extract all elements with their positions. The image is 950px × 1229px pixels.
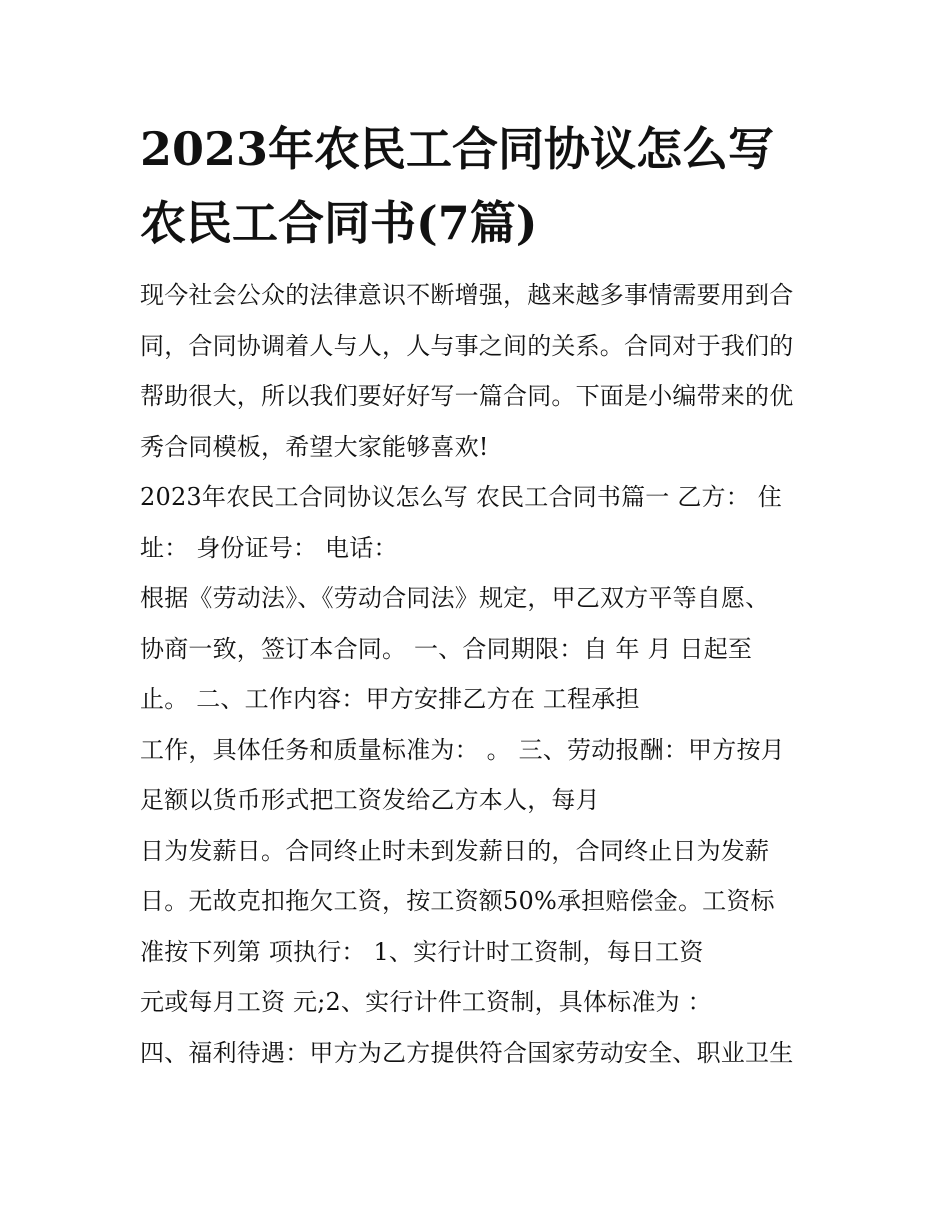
body-line: 四、福利待遇：甲方为乙方提供符合国家劳动安全、职业卫生 <box>140 1038 794 1067</box>
body-line: 准按下列第 项执行： 1、实行计时工资制，每日工资 <box>140 937 704 966</box>
body-line: 止。 二、工作内容：甲方安排乙方在 工程承担 <box>140 685 640 713</box>
body-line: 根据《劳动法》、《劳动合同法》规定，甲乙双方平等自愿、 <box>140 584 770 612</box>
body-line: 2023年农民工合同协议怎么写 农民工合同书篇一 乙方： 住 <box>140 483 782 511</box>
document-page <box>140 112 820 1078</box>
body-line: 工作，具体任务和质量标准为： 。 三、劳动报酬：甲方按月 <box>140 735 785 764</box>
body-line: 足额以货币形式把工资发给乙方本人，每月 <box>140 786 600 814</box>
body-line: 帮助很大，所以我们要好好写一篇合同。下面是小编带来的优 <box>140 382 794 410</box>
body-line: 同，合同协调着人与人，人与事之间的关系。合同对于我们的 <box>140 331 794 360</box>
body-line: 日。无故克扣拖欠工资，按工资额50%承担赔偿金。工资标 <box>140 887 775 915</box>
document-body <box>140 270 820 1078</box>
document-title <box>140 112 820 260</box>
body-line: 址： 身份证号： 电话： <box>140 533 398 562</box>
title-line-1: 2023年农民工合同协议怎么写 <box>140 122 775 176</box>
body-line: 日为发薪日。合同终止时未到发薪日的，合同终止日为发薪 <box>140 836 770 865</box>
body-line: 秀合同模板，希望大家能够喜欢! <box>140 432 489 461</box>
body-line: 元或每月工资 元;2、实行计件工资制，具体标准为 ： <box>140 988 712 1016</box>
title-line-2: 农民工合同书(7篇) <box>140 196 538 250</box>
body-line: 协商一致，签订本合同。 一、合同期限：自 年 月 日起至 <box>140 634 753 663</box>
body-line: 现今社会公众的法律意识不断增强，越来越多事情需要用到合 <box>140 281 794 309</box>
